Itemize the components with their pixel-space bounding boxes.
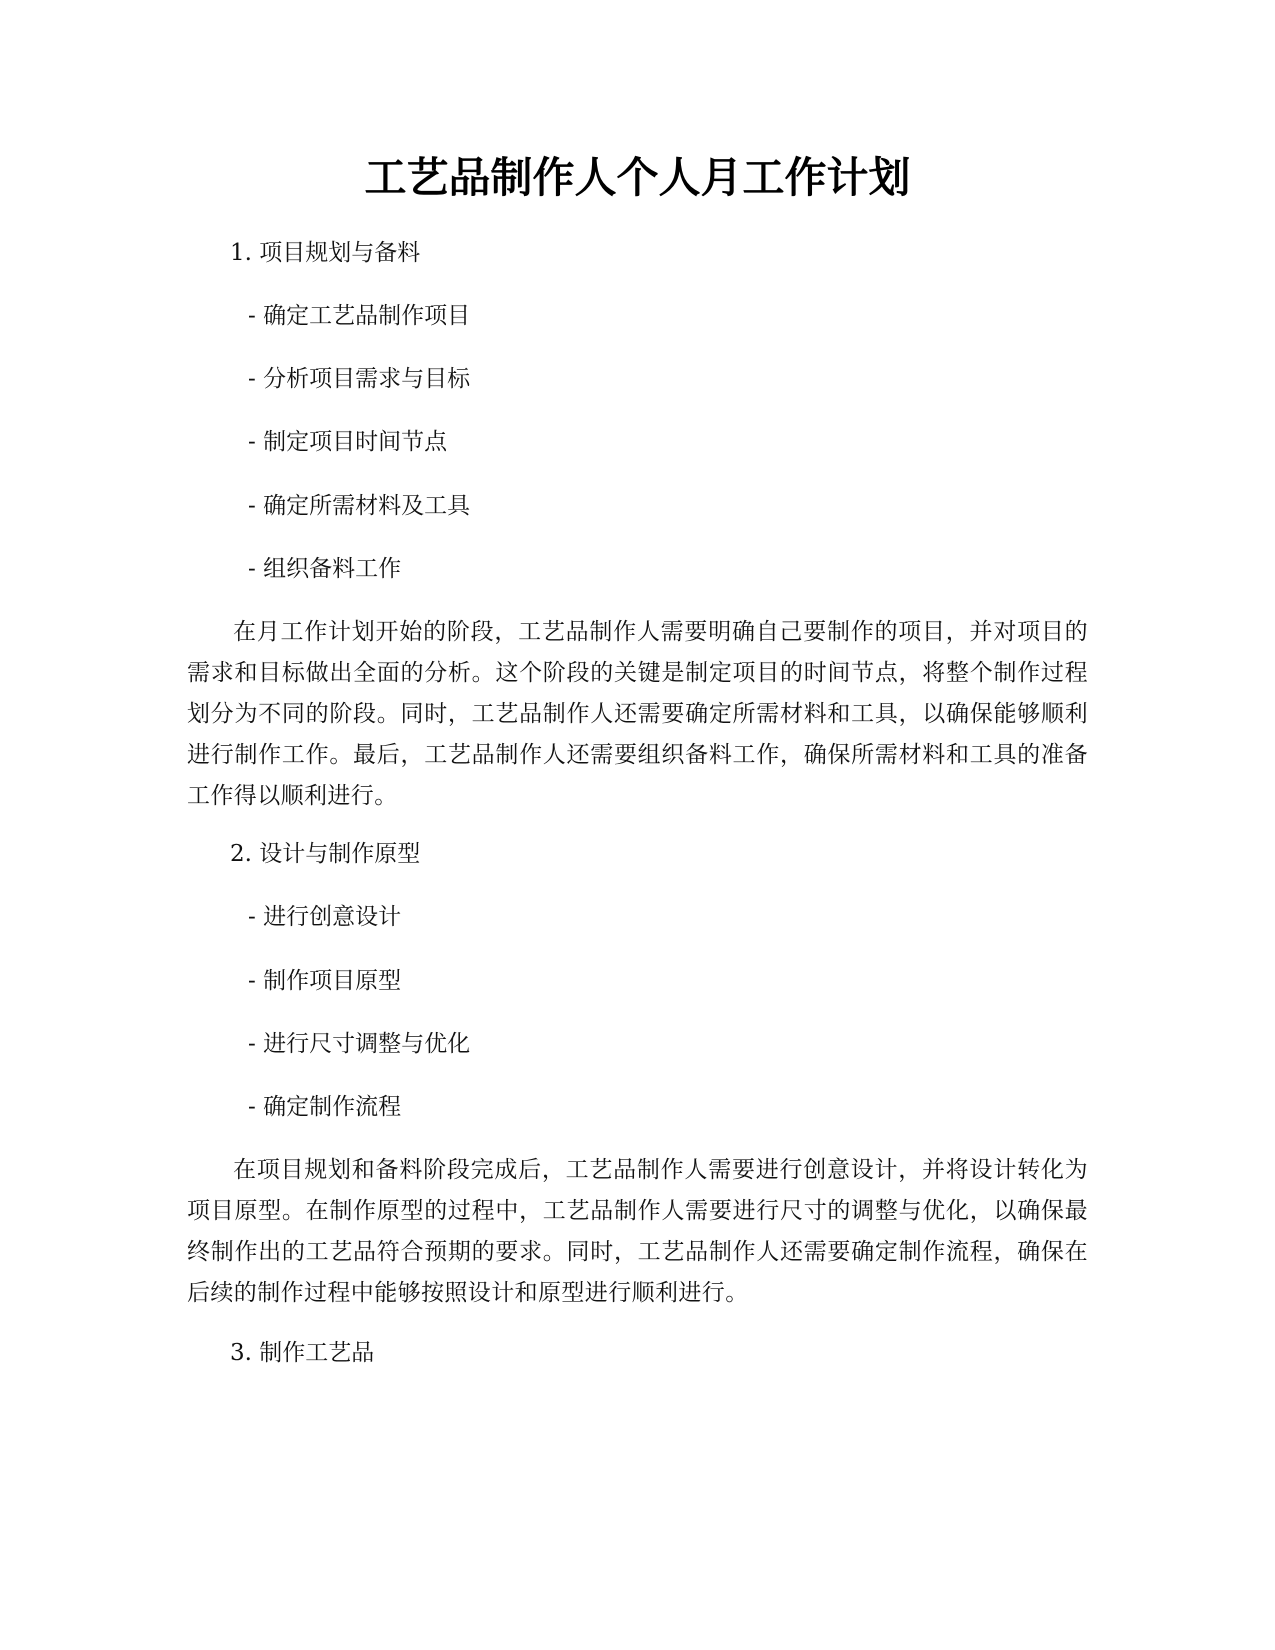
section-heading: 3. 制作工艺品	[230, 1340, 375, 1366]
section-heading: 1. 项目规划与备料	[230, 240, 421, 266]
list-item: - 组织备料工作	[248, 556, 402, 582]
body-paragraph: 在月工作计划开始的阶段，工艺品制作人需要明确自己要制作的项目，并对项目的需求和目标做出全面的分析。这个阶段的关键是制定项目的时间节点，将整个制作过程划分为不同的阶段。同时，工艺品制作人还需要确定所需材料和工具，以确保能够顺利进行制作工作。最后，工艺品制作人还需要组织备料工作，确保所需材料和工具的准备工作得以顺利进行。	[187, 619, 1088, 809]
body-paragraph: 在项目规划和备料阶段完成后，工艺品制作人需要进行创意设计，并将设计转化为项目原型。在制作原型的过程中，工艺品制作人需要进行尺寸的调整与优化，以确保最终制作出的工艺品符合预期的要求。同时，工艺品制作人还需要确定制作流程，确保在后续的制作过程中能够按照设计和原型进行顺利进行。	[187, 1157, 1088, 1306]
list-item: - 进行尺寸调整与优化	[248, 1031, 471, 1057]
list-item: - 分析项目需求与目标	[248, 366, 471, 392]
list-item: - 确定所需材料及工具	[248, 493, 471, 519]
section-heading: 2. 设计与制作原型	[230, 841, 421, 867]
list-item: - 制定项目时间节点	[248, 429, 448, 455]
page-title: 工艺品制作人个人月工作计划	[364, 153, 911, 202]
list-item: - 确定工艺品制作项目	[248, 303, 471, 329]
list-item: - 进行创意设计	[248, 904, 402, 930]
list-item: - 确定制作流程	[248, 1094, 402, 1120]
list-item: - 制作项目原型	[248, 968, 402, 994]
